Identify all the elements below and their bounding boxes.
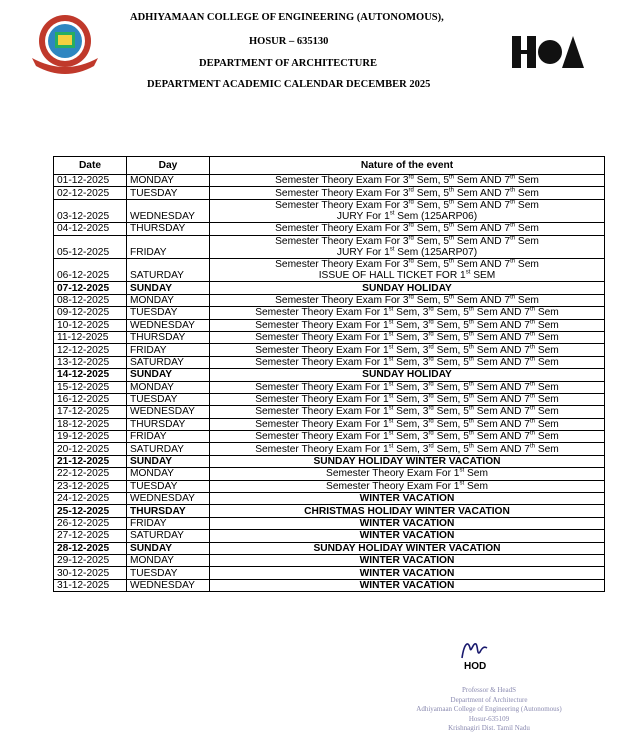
cell-date: 16-12-2025 (54, 393, 127, 405)
cell-date: 15-12-2025 (54, 381, 127, 393)
cell-date: 22-12-2025 (54, 468, 127, 480)
cell-date: 19-12-2025 (54, 431, 127, 443)
cell-event (210, 199, 605, 222)
event-text: WINTER VACATION (359, 530, 455, 542)
event-text: WINTER VACATION (359, 555, 455, 567)
event-text: Semester Theory Exam For 1st Sem, 3rd Sem, 5th Sem AND 7th Sem (255, 306, 559, 319)
academic-calendar-table (53, 156, 605, 592)
cell-day: SUNDAY (127, 282, 210, 294)
table-row (54, 235, 605, 258)
table-row (54, 579, 605, 591)
event-text: SUNDAY HOLIDAY (362, 282, 452, 294)
cell-date: 13-12-2025 (54, 356, 127, 368)
table-row (54, 282, 605, 294)
table-row (54, 418, 605, 430)
table-row (54, 369, 605, 381)
event-text: WINTER VACATION (359, 567, 455, 579)
cell-date: 07-12-2025 (54, 282, 127, 294)
event-text: WINTER VACATION (359, 579, 455, 591)
stamp-line: Department of Architecture (450, 695, 528, 704)
cell-event (210, 468, 605, 480)
table-row (54, 517, 605, 529)
cell-day: THURSDAY (127, 223, 210, 235)
event-text: Semester Theory Exam For 1st Sem, 3rd Sem, 5th Sem AND 7th Sem (255, 331, 559, 344)
cell-event (210, 331, 605, 343)
table-row (54, 431, 605, 443)
cell-day: FRIDAY (127, 344, 210, 356)
cell-event (210, 175, 605, 187)
event-text: JURY For 1st Sem (125ARP07) (336, 246, 478, 258)
cell-date: 27-12-2025 (54, 530, 127, 542)
cell-event (210, 307, 605, 319)
event-text: Semester Theory Exam For 1st Sem, 3rd Sem, 5th Sem AND 7th Sem (255, 381, 559, 393)
cell-date: 26-12-2025 (54, 517, 127, 529)
cell-date: 05-12-2025 (54, 235, 127, 258)
cell-day: TUESDAY (127, 187, 210, 199)
cell-day: MONDAY (127, 294, 210, 306)
cell-date: 14-12-2025 (54, 369, 127, 381)
cell-event (210, 567, 605, 579)
cell-date: 03-12-2025 (54, 199, 127, 222)
cell-event (210, 431, 605, 443)
table-row (54, 406, 605, 418)
cell-day: MONDAY (127, 554, 210, 566)
cell-date: 12-12-2025 (54, 344, 127, 356)
cell-event (210, 344, 605, 356)
cell-day: SATURDAY (127, 443, 210, 455)
cell-day: WEDNESDAY (127, 579, 210, 591)
table-row (54, 468, 605, 480)
cell-event (210, 381, 605, 393)
event-text: Semester Theory Exam For 3rd Sem, 5th Sem AND 7th Sem (275, 258, 539, 270)
hoa-logo-icon (510, 34, 586, 70)
cell-day: TUESDAY (127, 393, 210, 405)
cell-date: 11-12-2025 (54, 331, 127, 343)
event-text: Semester Theory Exam For 1st Sem, 3rd Sem, 5th Sem AND 7th Sem (255, 319, 559, 331)
cell-event (210, 223, 605, 235)
cell-day: MONDAY (127, 381, 210, 393)
cell-date: 09-12-2025 (54, 307, 127, 319)
cell-day: MONDAY (127, 175, 210, 187)
cell-event (210, 480, 605, 492)
event-text: Semester Theory Exam For 3rd Sem, 5th Sem AND 7th Sem (275, 187, 539, 199)
cell-event (210, 579, 605, 591)
cell-event (210, 530, 605, 542)
event-text: Semester Theory Exam For 3rd Sem, 5th Sem AND 7th Sem (275, 235, 539, 247)
cell-date: 01-12-2025 (54, 175, 127, 187)
cell-day: SUNDAY (127, 542, 210, 554)
cell-date: 08-12-2025 (54, 294, 127, 306)
table-row (54, 505, 605, 517)
table-row (54, 294, 605, 306)
table-row (54, 175, 605, 187)
cell-day: TUESDAY (127, 480, 210, 492)
cell-day: SATURDAY (127, 530, 210, 542)
college-logo-icon (28, 12, 102, 74)
cell-event (210, 455, 605, 467)
event-text: WINTER VACATION (359, 518, 455, 529)
department-name: DEPARTMENT OF ARCHITECTURE (199, 58, 377, 69)
cell-day: THURSDAY (127, 331, 210, 343)
event-text: Semester Theory Exam For 1st Sem, 3rd Sem, 5th Sem AND 7th Sem (255, 418, 559, 430)
table-row (54, 455, 605, 467)
table-row (54, 199, 605, 222)
cell-day: TUESDAY (127, 307, 210, 319)
college-name: ADHIYAMAAN COLLEGE OF ENGINEERING (AUTONOMOUS), (130, 12, 444, 23)
cell-day: SATURDAY (127, 258, 210, 281)
cell-day: SATURDAY (127, 356, 210, 368)
event-text: Semester Theory Exam For 3rd Sem, 5th Sem AND 7th Sem (275, 222, 539, 235)
table-row (54, 187, 605, 199)
cell-date: 20-12-2025 (54, 443, 127, 455)
event-text: Semester Theory Exam For 1st Sem, 3rd Sem, 5th Sem AND 7th Sem (255, 406, 559, 418)
cell-event (210, 356, 605, 368)
event-text: Semester Theory Exam For 1st Sem, 3rd Sem, 5th Sem AND 7th Sem (255, 356, 559, 368)
office-stamp (404, 686, 574, 734)
table-row (54, 307, 605, 319)
signature-icon (458, 634, 490, 664)
cell-day: WEDNESDAY (127, 406, 210, 418)
cell-day: WEDNESDAY (127, 199, 210, 222)
event-text: Semester Theory Exam For 3rd Sem, 5th Sem AND 7th Sem (275, 174, 539, 187)
table-row (54, 393, 605, 405)
event-text: Semester Theory Exam For 3rd Sem, 5th Sem AND 7th Sem (275, 199, 539, 211)
table-row (54, 493, 605, 505)
table-row (54, 319, 605, 331)
cell-event (210, 258, 605, 281)
cell-day: MONDAY (127, 468, 210, 480)
table-row (54, 331, 605, 343)
cell-day: FRIDAY (127, 517, 210, 529)
cell-event (210, 282, 605, 294)
cell-date: 04-12-2025 (54, 223, 127, 235)
cell-event (210, 517, 605, 529)
event-text: SUNDAY HOLIDAY WINTER VACATION (313, 456, 501, 468)
cell-day: WEDNESDAY (127, 493, 210, 505)
event-text: JURY For 1st Sem (125ARP06) (336, 210, 478, 222)
cell-day: FRIDAY (127, 431, 210, 443)
stamp-line: Adhiyamaan College of Engineering (Autonomous) (416, 705, 562, 713)
event-text: SUNDAY HOLIDAY (362, 369, 452, 381)
event-text: SUNDAY HOLIDAY WINTER VACATION (313, 542, 501, 554)
table-row (54, 443, 605, 455)
table-row (54, 480, 605, 492)
cell-date: 30-12-2025 (54, 567, 127, 579)
cell-event (210, 235, 605, 258)
cell-event (210, 443, 605, 455)
table-row (54, 356, 605, 368)
column-header-event: Nature of the event (210, 157, 605, 175)
column-header-day: Day (127, 157, 210, 175)
cell-event (210, 319, 605, 331)
cell-date: 25-12-2025 (54, 505, 127, 517)
cell-date: 17-12-2025 (54, 406, 127, 418)
event-text: Semester Theory Exam For 1st Sem, 3rd Sem, 5th Sem AND 7th Sem (255, 430, 559, 443)
column-header-date: Date (54, 157, 127, 175)
cell-date: 31-12-2025 (54, 579, 127, 591)
event-text: Semester Theory Exam For 1st Sem (326, 480, 488, 492)
table-row (54, 344, 605, 356)
event-text: ISSUE OF HALL TICKET FOR 1st SEM (318, 269, 496, 282)
cell-event (210, 406, 605, 418)
table-row (54, 530, 605, 542)
cell-day: TUESDAY (127, 567, 210, 579)
cell-event (210, 418, 605, 430)
table-body (54, 175, 605, 592)
cell-event (210, 554, 605, 566)
cell-day: SUNDAY (127, 369, 210, 381)
cell-date: 10-12-2025 (54, 319, 127, 331)
event-text: WINTER VACATION (359, 493, 455, 505)
stamp-line: Hosur-635109 (468, 714, 510, 723)
calendar-title: DEPARTMENT ACADEMIC CALENDAR DECEMBER 2025 (147, 79, 431, 90)
cell-event (210, 505, 605, 517)
cell-date: 23-12-2025 (54, 480, 127, 492)
table-row (54, 258, 605, 281)
event-text: Semester Theory Exam For 1st Sem, 3rd Sem, 5th Sem AND 7th Sem (255, 344, 559, 356)
cell-event (210, 542, 605, 554)
table-row (54, 223, 605, 235)
cell-date: 21-12-2025 (54, 455, 127, 467)
cell-day: FRIDAY (127, 235, 210, 258)
cell-event (210, 294, 605, 306)
cell-event (210, 187, 605, 199)
document-header (0, 0, 624, 100)
cell-event (210, 393, 605, 405)
event-text: Semester Theory Exam For 1st Sem, 3rd Sem, 5th Sem AND 7th Sem (255, 393, 559, 406)
cell-day: SUNDAY (127, 455, 210, 467)
cell-date: 29-12-2025 (54, 554, 127, 566)
cell-day: THURSDAY (127, 505, 210, 517)
table-row (54, 554, 605, 566)
hod-label: HOD (464, 661, 487, 672)
cell-date: 18-12-2025 (54, 418, 127, 430)
cell-event (210, 369, 605, 381)
college-location: HOSUR – 635130 (249, 36, 329, 47)
cell-date: 28-12-2025 (54, 542, 127, 554)
event-text: Semester Theory Exam For 1st Sem (326, 468, 488, 480)
table-row (54, 381, 605, 393)
cell-date: 02-12-2025 (54, 187, 127, 199)
cell-event (210, 493, 605, 505)
stamp-line: Krishnagiri Dist. Tamil Nadu (448, 724, 530, 732)
cell-date: 06-12-2025 (54, 258, 127, 281)
event-text: Semester Theory Exam For 1st Sem, 3rd Sem, 5th Sem AND 7th Sem (255, 443, 559, 455)
table-row (54, 567, 605, 579)
cell-date: 24-12-2025 (54, 493, 127, 505)
stamp-line: Professor & HeadS (461, 686, 517, 694)
cell-day: WEDNESDAY (127, 319, 210, 331)
table-header-row (54, 157, 605, 175)
cell-day: THURSDAY (127, 418, 210, 430)
event-text: CHRISTMAS HOLIDAY WINTER VACATION (304, 505, 510, 517)
table-row (54, 542, 605, 554)
event-text: Semester Theory Exam For 3rd Sem, 5th Sem AND 7th Sem (275, 294, 539, 306)
